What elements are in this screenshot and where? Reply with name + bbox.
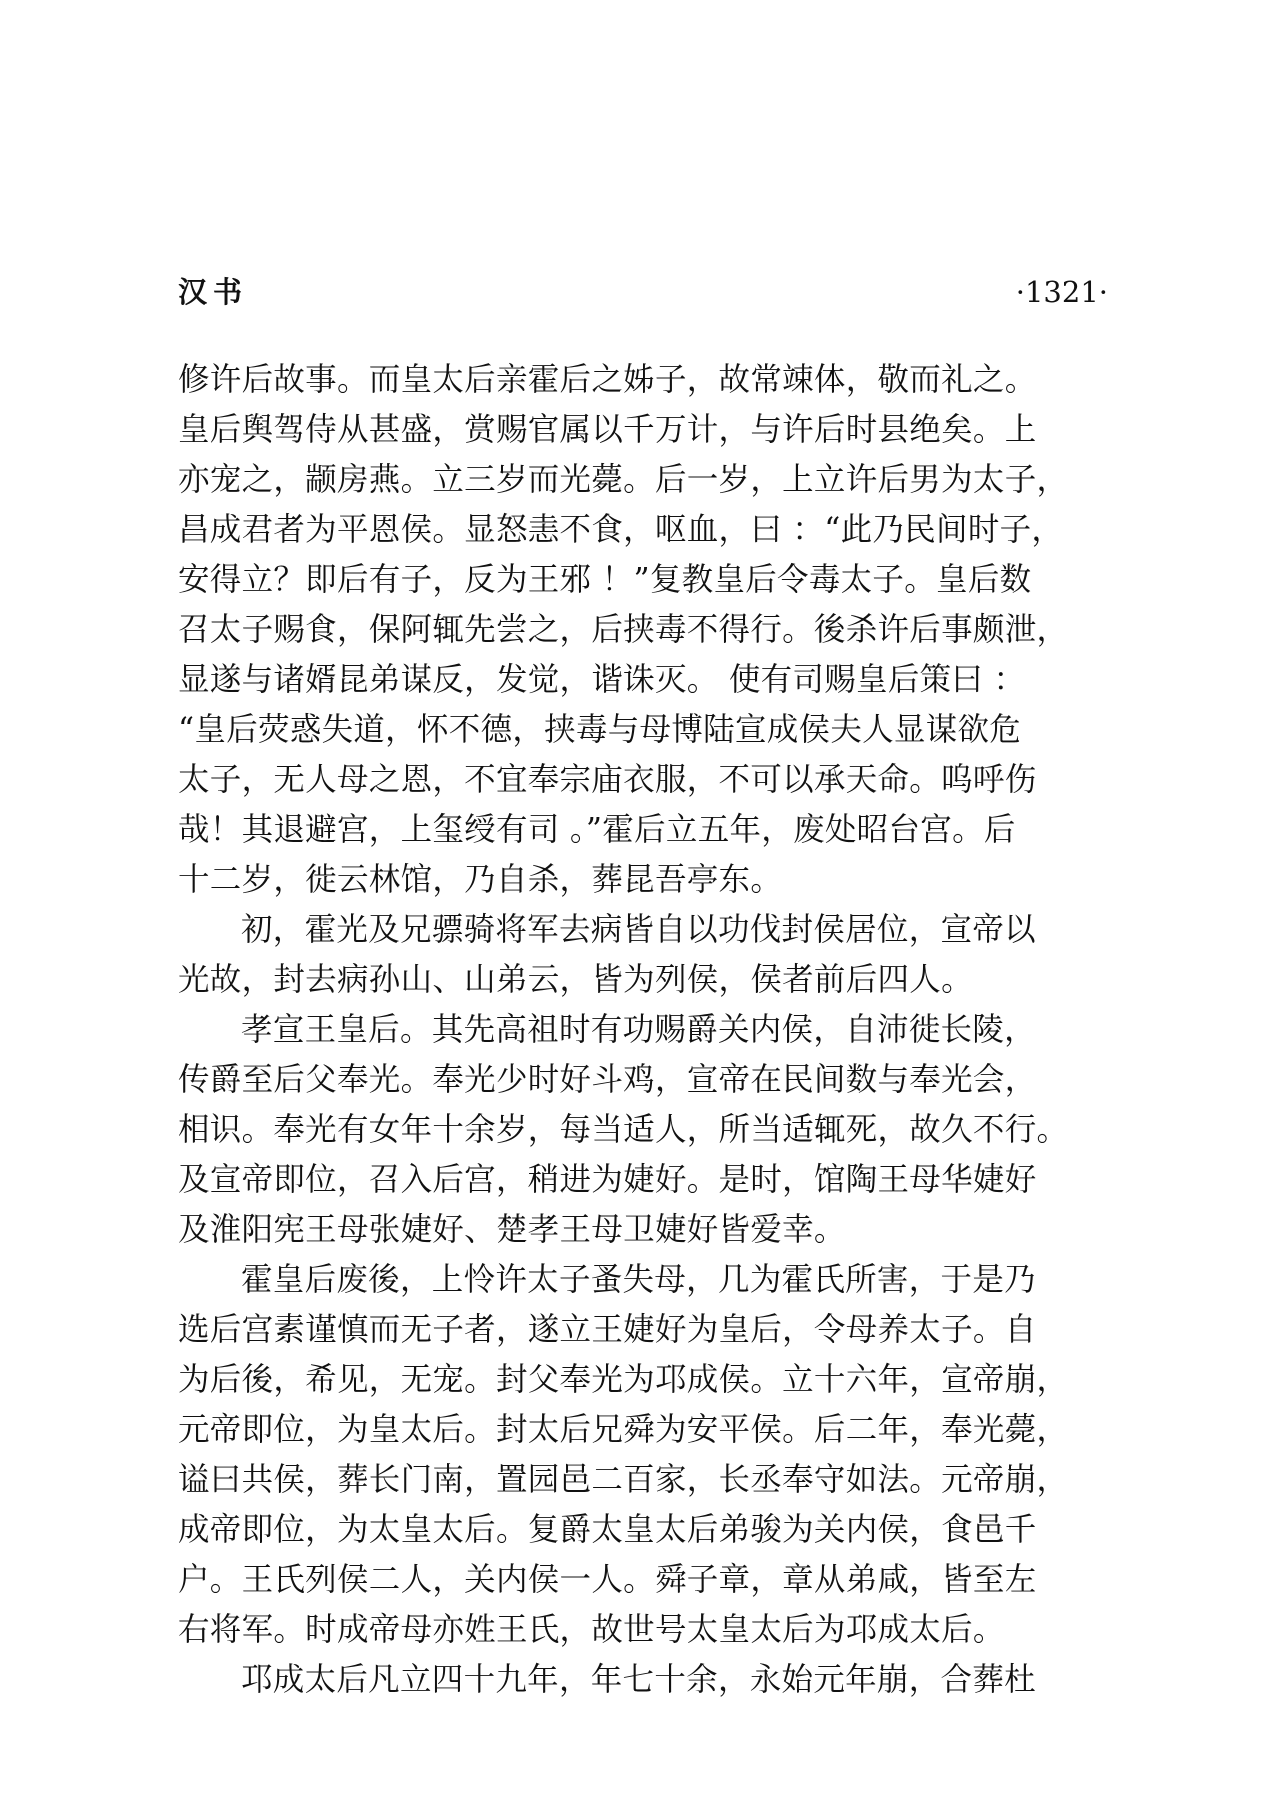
text-line: 传爵至后父奉光。奉光少时好斗鸡，宣帝在民间数与奉光会， (178, 1060, 1037, 1098)
text-line: 太子，无人母之恩，不宜奉宗庙衣服，不可以承天命。呜呼伤 (178, 760, 1037, 798)
text-line: 哉！其退避宫，上玺绶有司 。”霍后立五年，废处昭台宫。后 (178, 810, 1016, 848)
text-line: 为后後，希见，无宠。封父奉光为邛成侯。立十六年，宣帝崩， (178, 1360, 1069, 1398)
text-line: 昌成君者为平恩侯。显怒恚不食，呕血，曰 ：“此乃民间时子， (178, 510, 1064, 548)
text-line: 相识。奉光有女年十余岁，每当适人，所当适辄死，故久不行。 (178, 1110, 1069, 1148)
text-line: 修许后故事。而皇太后亲霍后之姊子，故常竦体，敬而礼之。 (178, 360, 1037, 398)
text-line: 成帝即位，为太皇太后。复爵太皇太后弟骏为关内侯，食邑千 (178, 1510, 1037, 1548)
text-line: 显遂与诸婿昆弟谋反，发觉，谐诛灭。 使有司赐皇后策曰 ： (178, 660, 1026, 698)
text-line: 选后宫素谨慎而无子者，遂立王婕好为皇后，令母养太子。自 (178, 1310, 1037, 1348)
book-title: 汉书 (178, 275, 249, 309)
text-line: 元帝即位，为皇太后。封太后兄舜为安平侯。后二年，奉光薨， (178, 1410, 1069, 1448)
body-text (178, 354, 1138, 1704)
text-line: 及宣帝即位，召入后宫，稍进为婕好。是时，馆陶王母华婕好 (178, 1160, 1037, 1198)
page-number: ·1321· (1015, 275, 1108, 309)
text-line: “皇后荧惑失道，怀不德，挟毒与母博陆宣成侯夫人显谋欲危 (178, 710, 1022, 748)
text-line: 户。王氏列侯二人，关内侯一人。舜子章，章从弟咸，皆至左 (178, 1560, 1037, 1598)
paragraph-start-line: 邛成太后凡立四十九年，年七十余，永始元年崩，合葬杜 (241, 1660, 1036, 1698)
text-line: 光故，封去病孙山、山弟云，皆为列侯，侯者前后四人。 (178, 960, 973, 998)
paragraph-start-line: 初，霍光及兄骠骑将军去病皆自以功伐封侯居位，宣帝以 (241, 910, 1036, 948)
text-line: 右将军。时成帝母亦姓王氏，故世号太皇太后为邛成太后。 (178, 1610, 1005, 1648)
text-line: 安得立？即后有子，反为王邪 ！”复教皇后令毒太子。皇后数 (178, 560, 1032, 598)
text-line: 及淮阳宪王母张婕好、楚孝王母卫婕好皆爱幸。 (178, 1210, 846, 1248)
text-line: 召太子赐食，保阿辄先尝之，后挟毒不得行。後杀许后事颇泄， (178, 610, 1069, 648)
paragraph-start-line: 孝宣王皇后。其先高祖时有功赐爵关内侯，自沛徙长陵， (241, 1010, 1036, 1048)
text-line: 谥曰共侯，葬长门南，置园邑二百家，长丞奉守如法。元帝崩， (178, 1460, 1069, 1498)
text-line: 十二岁，徙云林馆，乃自杀，葬昆吾亭东。 (178, 860, 783, 898)
paragraph-start-line: 霍皇后废後，上怜许太子蚤失母，几为霍氏所害，于是乃 (241, 1260, 1036, 1298)
running-header (178, 272, 1108, 312)
text-line: 亦宠之，颛房燕。立三岁而光薨。后一岁，上立许后男为太子， (178, 460, 1069, 498)
text-line: 皇后舆驾侍从甚盛，赏赐官属以千万计，与许后时县绝矣。上 (178, 410, 1037, 448)
